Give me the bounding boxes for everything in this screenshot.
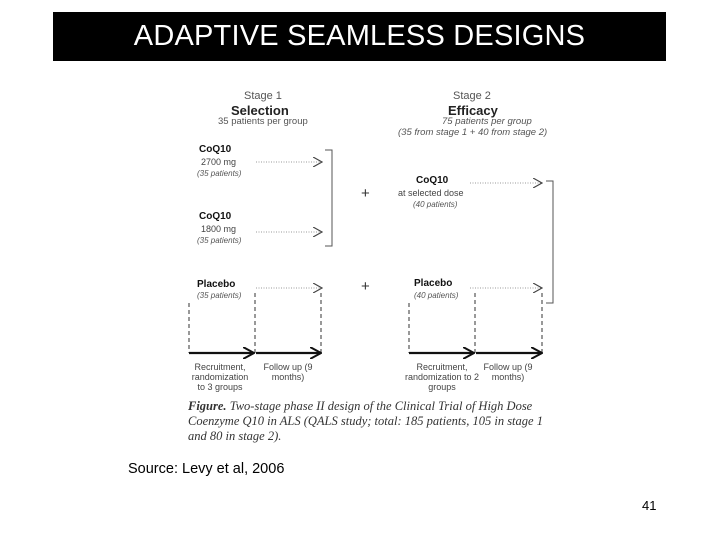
stage2-heading: Efficacy (448, 103, 498, 118)
arm4-n: (40 patients) (413, 200, 458, 209)
arm3-n: (35 patients) (197, 291, 242, 300)
plus-sign-1: + (361, 185, 370, 202)
stage2-sub2: (35 from stage 1 + 40 from stage 2) (398, 127, 548, 138)
arm1-name: CoQ10 (199, 144, 232, 155)
figure-caption (188, 399, 558, 444)
arm2-dose: 1800 mg (201, 224, 237, 234)
page-number: 41 (642, 498, 657, 513)
title-bar (53, 12, 666, 61)
stage1-label: Stage 1 (244, 90, 282, 102)
caption-text: Two-stage phase II design of the Clinical Trial of High Dose Coenzyme Q10 in ALS (QALS study; total: 185 patients, 105 in stage 1 and 80 in stage 2). (188, 399, 543, 443)
plus-sign-2: + (361, 278, 370, 295)
stage2-bracket (546, 181, 553, 303)
arm1-n: (35 patients) (197, 169, 242, 178)
arm5-n: (40 patients) (414, 291, 459, 300)
stage2-sub1: 75 patients per group (442, 116, 532, 127)
caption-label: Figure. (188, 399, 227, 413)
stage2-recruitment-label: Recruitment, randomization to 2 groups (404, 362, 480, 392)
arm4-name: CoQ10 (416, 175, 449, 186)
stage2-label: Stage 2 (453, 90, 491, 102)
stage1-sub: 35 patients per group (218, 116, 308, 127)
arm2-name: CoQ10 (199, 211, 232, 222)
stage1-bracket (325, 150, 332, 246)
stage2-followup-label: Follow up (9 months) (483, 362, 533, 382)
slide-title: ADAPTIVE SEAMLESS DESIGNS (133, 20, 586, 52)
arm1-dose: 2700 mg (201, 157, 237, 167)
source-citation: Source: Levy et al, 2006 (128, 461, 285, 477)
stage1-followup-label: Follow up (9 months) (263, 362, 313, 382)
arm4-dose: at selected dose (398, 188, 464, 198)
stage1-recruitment-label: Recruitment, randomization to 3 groups (191, 362, 249, 392)
trial-design-figure (180, 85, 560, 455)
arm3-name: Placebo (197, 279, 236, 290)
arm2-n: (35 patients) (197, 236, 242, 245)
arm5-name: Placebo (414, 278, 453, 289)
stage1-heading: Selection (231, 103, 289, 118)
